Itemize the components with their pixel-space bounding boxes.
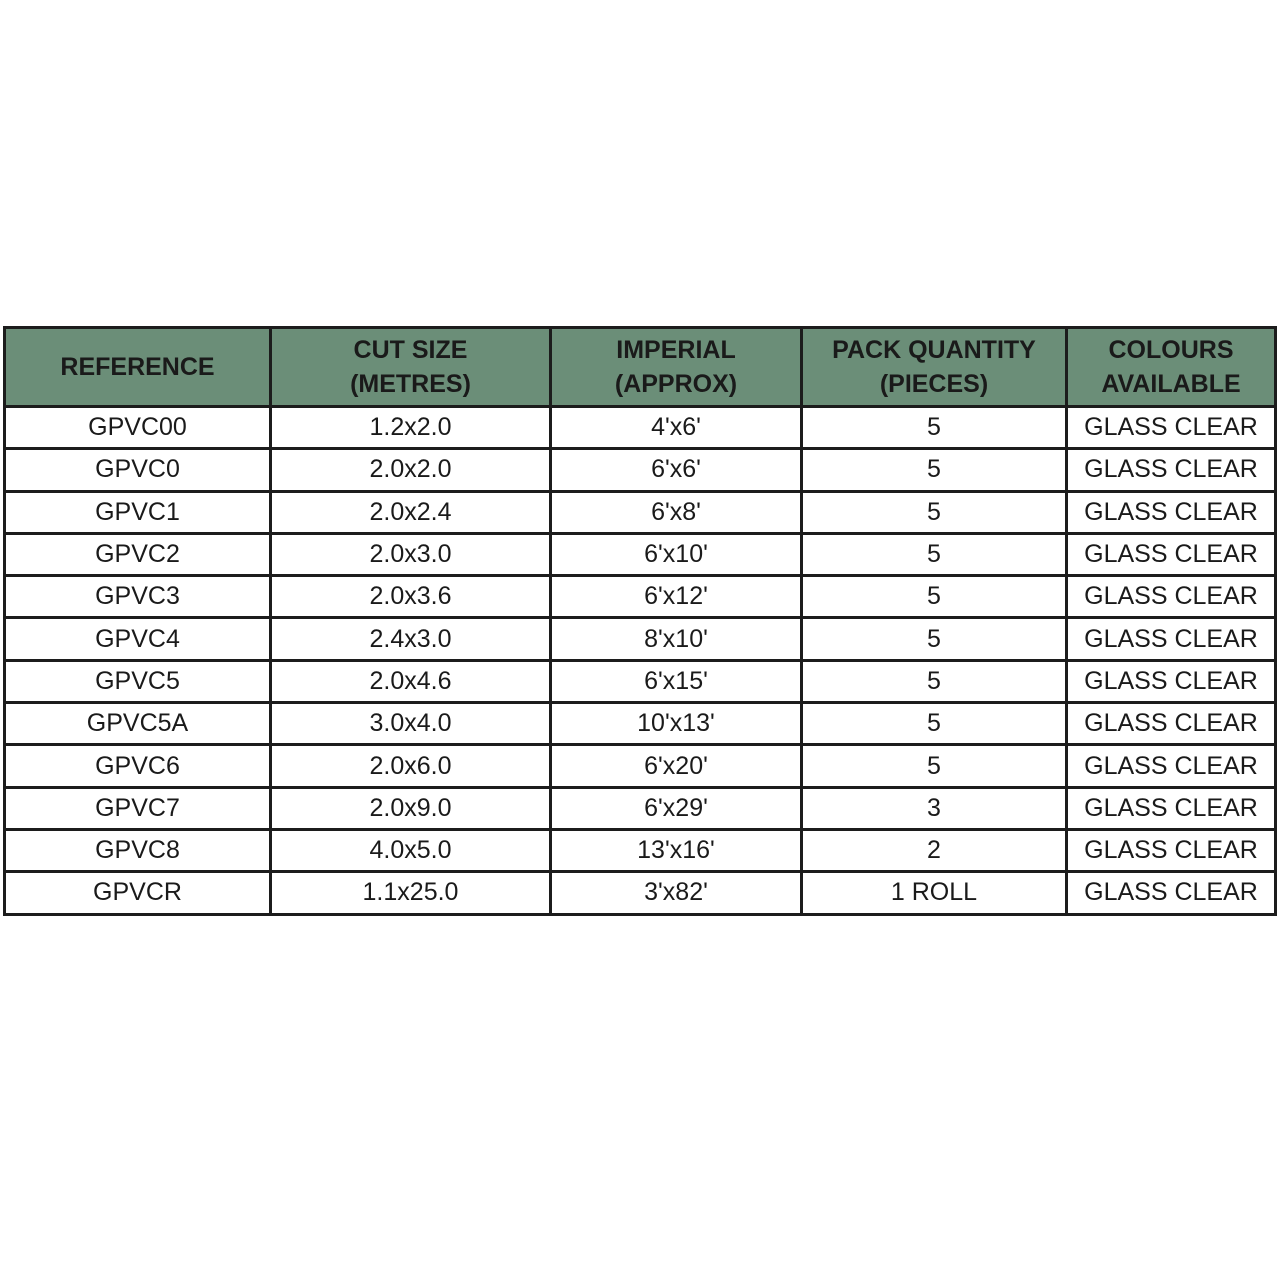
- cell-cut-size: 1.2x2.0: [271, 407, 551, 449]
- cell-pack-quantity: 5: [802, 618, 1067, 660]
- cell-colour: GLASS CLEAR: [1067, 703, 1276, 745]
- cell-cut-size: 2.0x4.6: [271, 660, 551, 702]
- cell-cut-size: 2.0x2.4: [271, 491, 551, 533]
- table-row: [5, 660, 1276, 702]
- header-pack-quantity: PACK QUANTITY (PIECES): [802, 328, 1067, 407]
- cell-imperial: 3'x82': [551, 872, 802, 914]
- cell-colour: GLASS CLEAR: [1067, 576, 1276, 618]
- table-row: [5, 745, 1276, 787]
- header-colours-available: COLOURS AVAILABLE: [1067, 328, 1276, 407]
- header-cut-size: CUT SIZE (METRES): [271, 328, 551, 407]
- table-row: [5, 449, 1276, 491]
- cell-imperial: 8'x10': [551, 618, 802, 660]
- cell-colour: GLASS CLEAR: [1067, 449, 1276, 491]
- cell-imperial: 10'x13': [551, 703, 802, 745]
- cell-cut-size: 3.0x4.0: [271, 703, 551, 745]
- table-body: [5, 407, 1276, 915]
- cell-reference: GPVC3: [5, 576, 271, 618]
- cell-colour: GLASS CLEAR: [1067, 660, 1276, 702]
- table-row: [5, 872, 1276, 914]
- table-row: [5, 618, 1276, 660]
- cell-reference: GPVC00: [5, 407, 271, 449]
- header-reference: REFERENCE: [5, 328, 271, 407]
- cell-imperial: 6'x10': [551, 533, 802, 575]
- cell-reference: GPVC4: [5, 618, 271, 660]
- cell-imperial: 6'x6': [551, 449, 802, 491]
- cell-pack-quantity: 1 ROLL: [802, 872, 1067, 914]
- table-row: [5, 491, 1276, 533]
- table-header: [5, 328, 1276, 407]
- cell-colour: GLASS CLEAR: [1067, 829, 1276, 871]
- cell-pack-quantity: 2: [802, 829, 1067, 871]
- cell-reference: GPVC2: [5, 533, 271, 575]
- product-size-table: [3, 326, 1277, 916]
- cell-reference: GPVC5A: [5, 703, 271, 745]
- table-row: [5, 407, 1276, 449]
- cell-pack-quantity: 5: [802, 533, 1067, 575]
- cell-imperial: 13'x16': [551, 829, 802, 871]
- cell-cut-size: 2.0x2.0: [271, 449, 551, 491]
- cell-pack-quantity: 5: [802, 745, 1067, 787]
- cell-colour: GLASS CLEAR: [1067, 787, 1276, 829]
- table-row: [5, 533, 1276, 575]
- cell-pack-quantity: 3: [802, 787, 1067, 829]
- cell-pack-quantity: 5: [802, 703, 1067, 745]
- cell-reference: GPVCR: [5, 872, 271, 914]
- cell-cut-size: 2.0x3.6: [271, 576, 551, 618]
- cell-colour: GLASS CLEAR: [1067, 407, 1276, 449]
- product-size-table-container: [3, 326, 1274, 916]
- cell-colour: GLASS CLEAR: [1067, 491, 1276, 533]
- header-imperial: IMPERIAL (APPROX): [551, 328, 802, 407]
- cell-colour: GLASS CLEAR: [1067, 872, 1276, 914]
- cell-reference: GPVC5: [5, 660, 271, 702]
- cell-pack-quantity: 5: [802, 407, 1067, 449]
- cell-imperial: 6'x8': [551, 491, 802, 533]
- table-row: [5, 829, 1276, 871]
- cell-reference: GPVC0: [5, 449, 271, 491]
- cell-imperial: 6'x15': [551, 660, 802, 702]
- cell-imperial: 6'x12': [551, 576, 802, 618]
- cell-cut-size: 1.1x25.0: [271, 872, 551, 914]
- cell-imperial: 6'x29': [551, 787, 802, 829]
- header-row: [5, 328, 1276, 407]
- cell-cut-size: 4.0x5.0: [271, 829, 551, 871]
- table-row: [5, 703, 1276, 745]
- cell-imperial: 6'x20': [551, 745, 802, 787]
- cell-pack-quantity: 5: [802, 449, 1067, 491]
- cell-reference: GPVC7: [5, 787, 271, 829]
- cell-cut-size: 2.0x9.0: [271, 787, 551, 829]
- cell-cut-size: 2.0x6.0: [271, 745, 551, 787]
- cell-colour: GLASS CLEAR: [1067, 533, 1276, 575]
- cell-reference: GPVC1: [5, 491, 271, 533]
- cell-reference: GPVC8: [5, 829, 271, 871]
- cell-pack-quantity: 5: [802, 576, 1067, 618]
- cell-pack-quantity: 5: [802, 491, 1067, 533]
- cell-imperial: 4'x6': [551, 407, 802, 449]
- table-row: [5, 576, 1276, 618]
- cell-pack-quantity: 5: [802, 660, 1067, 702]
- table-row: [5, 787, 1276, 829]
- cell-reference: GPVC6: [5, 745, 271, 787]
- cell-cut-size: 2.0x3.0: [271, 533, 551, 575]
- cell-colour: GLASS CLEAR: [1067, 745, 1276, 787]
- cell-colour: GLASS CLEAR: [1067, 618, 1276, 660]
- cell-cut-size: 2.4x3.0: [271, 618, 551, 660]
